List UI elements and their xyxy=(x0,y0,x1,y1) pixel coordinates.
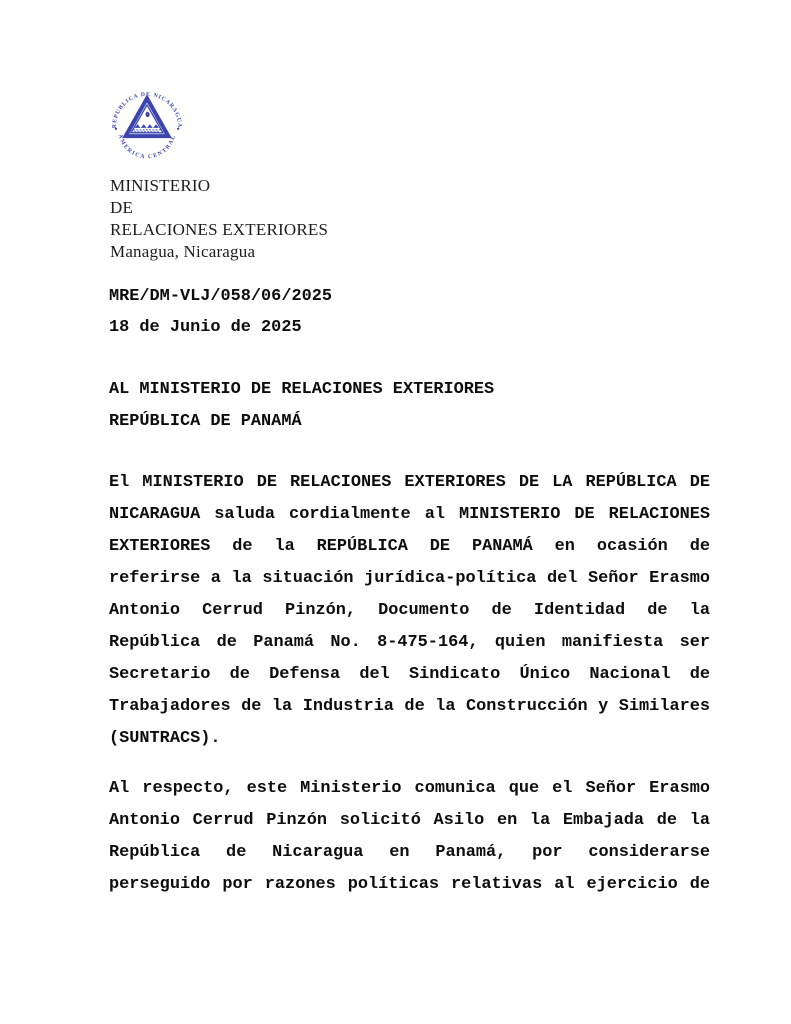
letter-date: 18 de Junio de 2025 xyxy=(109,318,302,337)
body-line: Secretario de Defensa del Sindicato Único Nacional de xyxy=(109,665,710,684)
body-paragraph-2 xyxy=(109,773,710,901)
body-line: Antonio Cerrud Pinzón solicitó Asilo en la Embajada de la xyxy=(109,811,710,830)
body-line: perseguido por razones políticas relativas al ejercicio de xyxy=(109,875,710,894)
letterhead-de: DE xyxy=(110,198,134,217)
body-line: (SUNTRACS). xyxy=(109,729,221,748)
addressee-block xyxy=(109,374,710,438)
addressee-line-2: REPÚBLICA DE PANAMÁ xyxy=(109,412,302,431)
seal-bottom-text: AMERICA CENTRAL xyxy=(116,133,178,161)
body-line: Al respecto, este Ministerio comunica que el Señor Erasmo xyxy=(109,779,710,798)
letterhead-ministry: MINISTERIO xyxy=(110,176,211,195)
reference-number: MRE/DM-VLJ/058/06/2025 xyxy=(109,287,332,306)
letterhead-relaciones-exteriores: RELACIONES EXTERIORES xyxy=(110,220,329,239)
addressee-line-1: AL MINISTERIO DE RELACIONES EXTERIORES xyxy=(109,380,495,399)
nicaragua-coat-of-arms-seal xyxy=(106,79,188,167)
body-paragraph-1 xyxy=(109,467,710,755)
body-line: NICARAGUA saluda cordialmente al MINISTERIO DE RELACIONES xyxy=(109,505,710,524)
body-line: EXTERIORES de la REPÚBLICA DE PANAMÁ en ocasión de xyxy=(109,537,710,556)
body-line: Antonio Cerrud Pinzón, Documento de Identidad de la xyxy=(109,601,710,620)
seal-top-text: REPUBLICA DE NICARAGUA xyxy=(111,91,183,129)
body-line: El MINISTERIO DE RELACIONES EXTERIORES DE LA REPÚBLICA DE xyxy=(109,473,710,492)
letterhead xyxy=(110,175,328,263)
body-line: referirse a la situación jurídica-política del Señor Erasmo xyxy=(109,569,710,588)
body-line: República de Panamá No. 8-475-164, quien manifiesta ser xyxy=(109,633,710,652)
body-line: Trabajadores de la Industria de la Construcción y Similares xyxy=(109,697,710,716)
seal-graphic xyxy=(106,79,188,167)
body-line: República de Nicaragua en Panamá, por considerarse xyxy=(109,843,710,862)
letterhead-city: Managua, Nicaragua xyxy=(110,242,256,261)
